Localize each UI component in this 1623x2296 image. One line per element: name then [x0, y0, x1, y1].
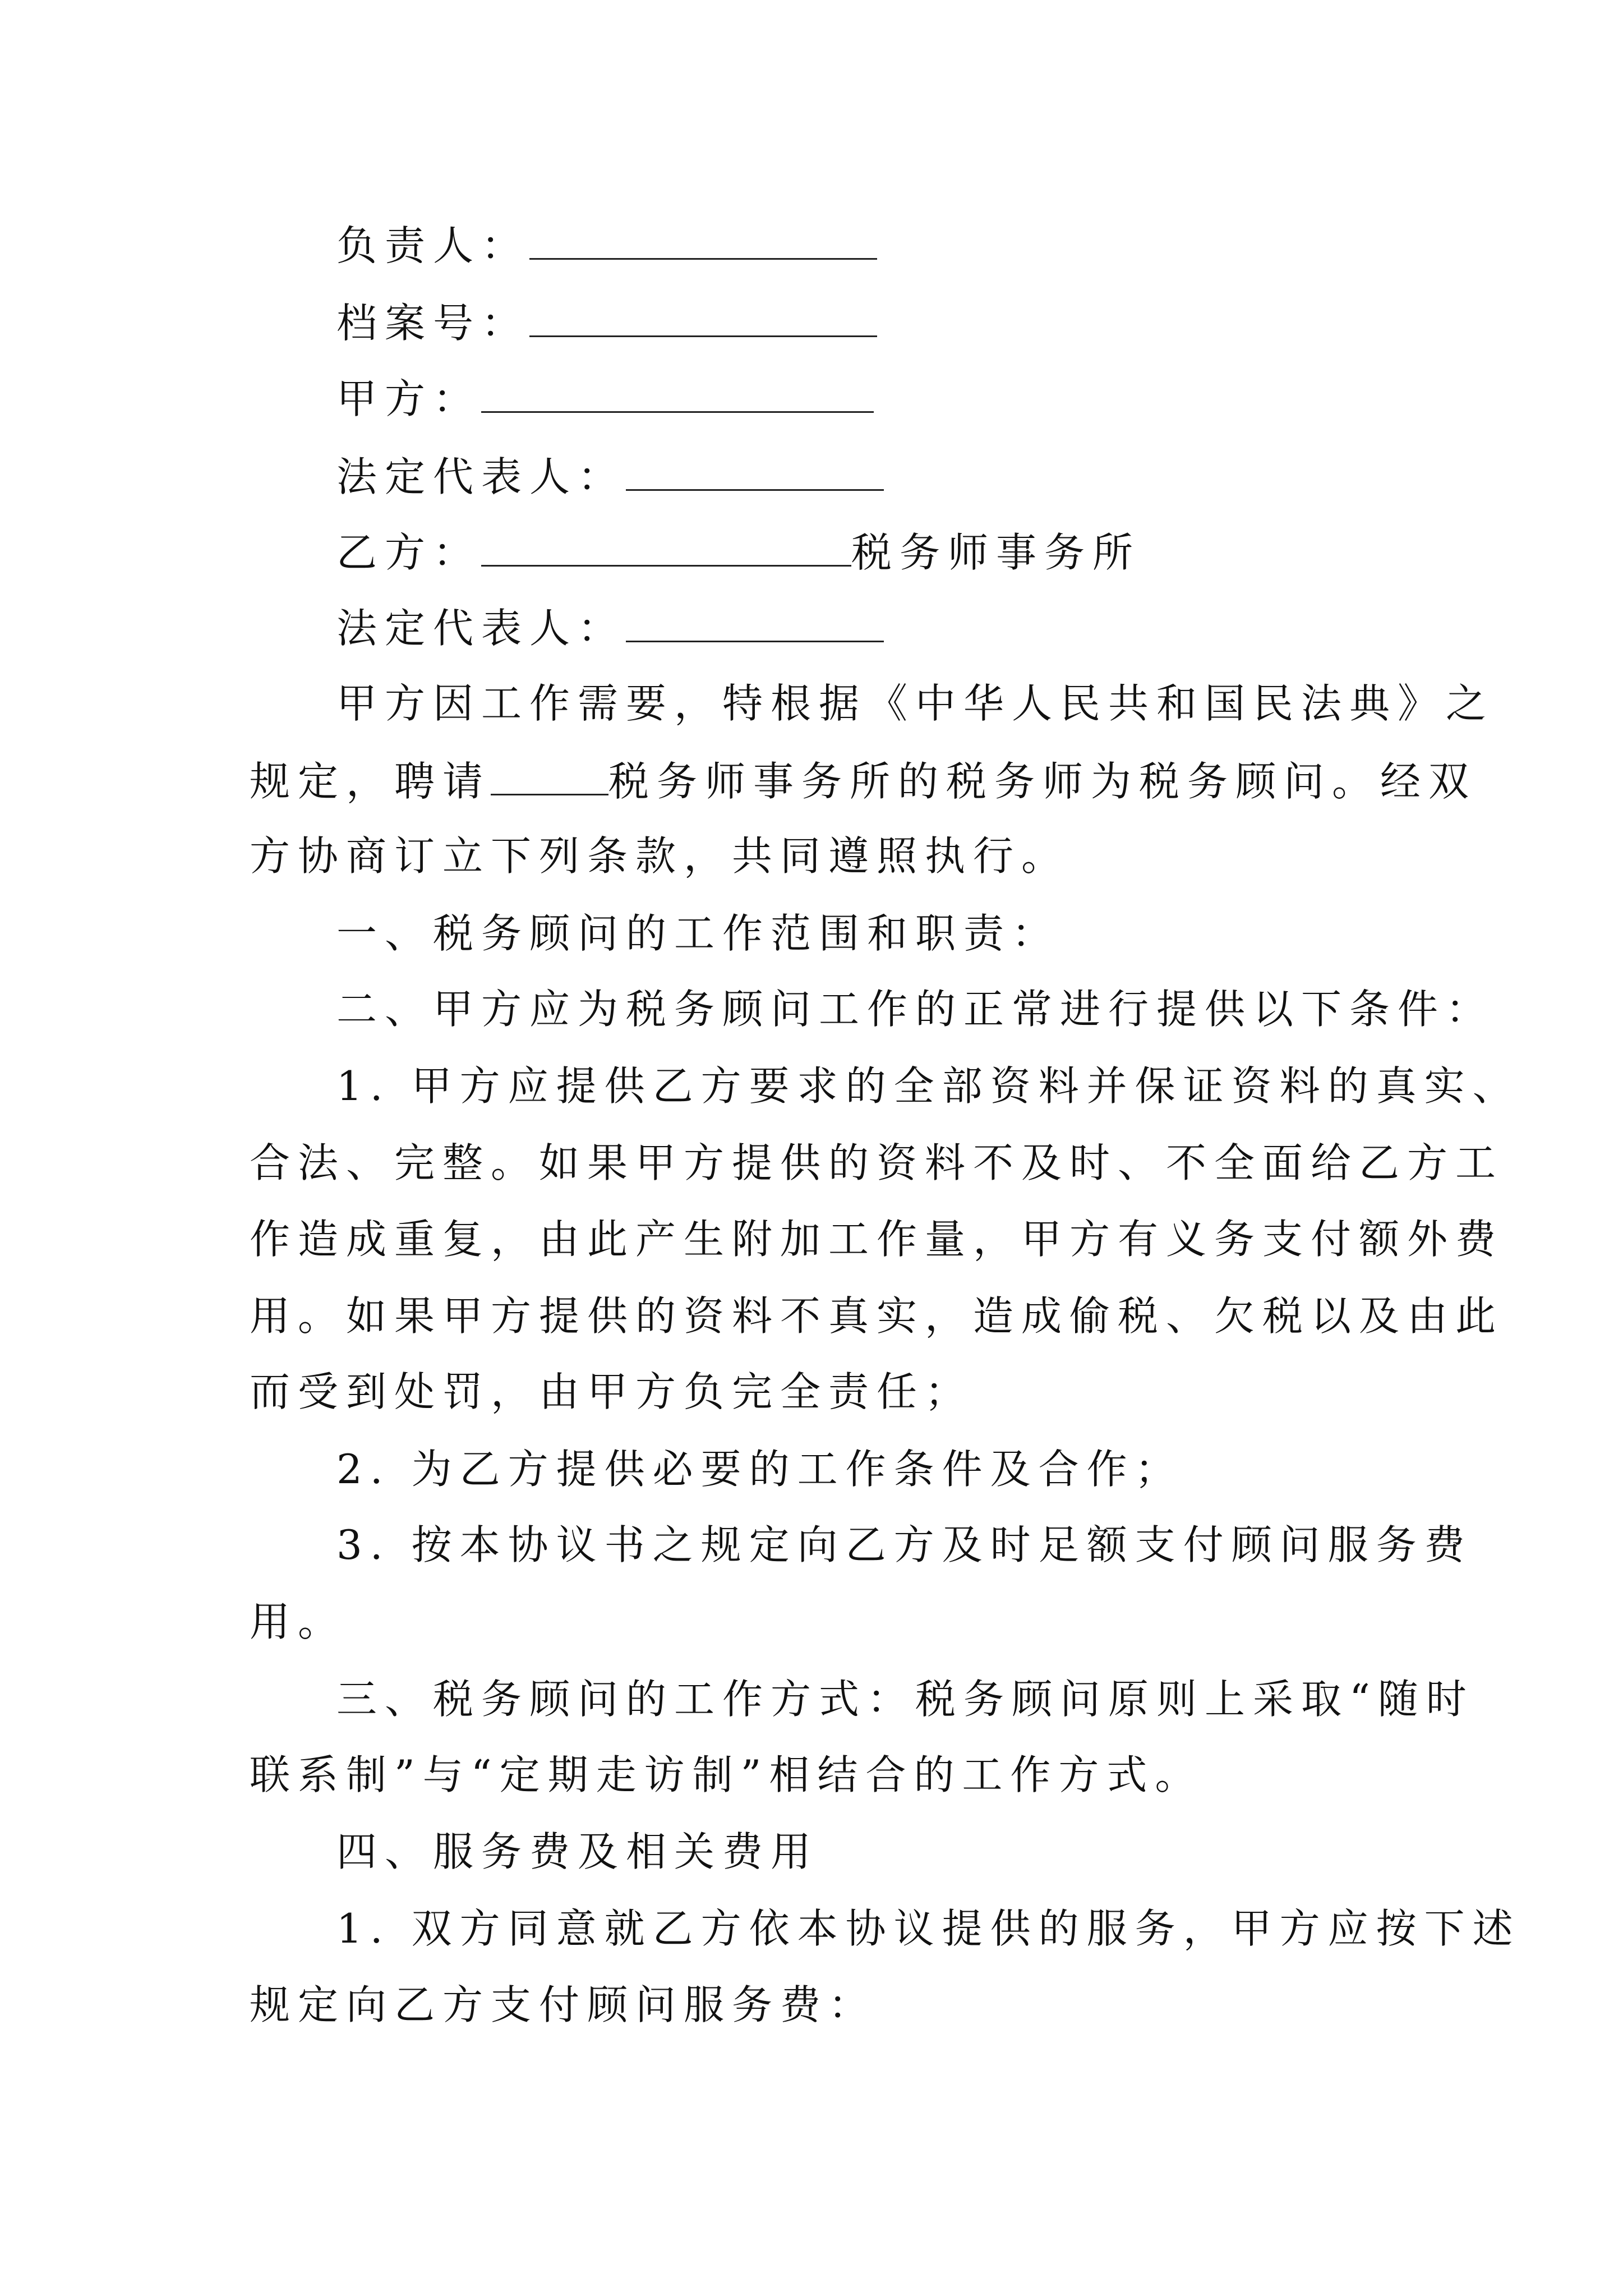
field-party-a	[336, 375, 874, 422]
field-file-number	[336, 300, 877, 347]
field-legal-rep-b	[336, 605, 884, 652]
field-label: 负责人：	[336, 222, 530, 269]
intro-line: 规定，聘请 税务师事务所的税务师为税务顾问。经双	[250, 758, 1477, 805]
field-suffix: 税务师事务所	[851, 529, 1141, 576]
section-heading: 四、服务费及相关费用	[336, 1828, 819, 1875]
fill-blank[interactable]	[481, 378, 874, 413]
paragraph-line: 1. 甲方应提供乙方要求的全部资料并保证资料的真实、	[336, 1062, 1521, 1110]
field-legal-rep-a	[336, 453, 884, 500]
paragraph-line: 用。	[250, 1598, 347, 1645]
paragraph-line: 用。如果甲方提供的资料不真实，造成偷税、欠税以及由此	[250, 1292, 1504, 1340]
paragraph-line: 1. 双方同意就乙方依本协议提供的服务，甲方应按下述	[336, 1905, 1521, 1952]
paragraph-line: 合法、完整。如果甲方提供的资料不及时、不全面给乙方工	[250, 1139, 1504, 1186]
intro-line: 甲方因工作需要，特根据《中华人民共和国民法典》之	[336, 680, 1495, 727]
fill-blank[interactable]	[626, 607, 884, 642]
fill-blank[interactable]	[491, 760, 608, 795]
field-label: 甲方：	[336, 375, 482, 422]
field-responsible-person	[336, 222, 877, 269]
field-label: 乙方：	[336, 529, 482, 576]
field-label: 档案号：	[336, 300, 530, 347]
paragraph-line: 作造成重复，由此产生附加工作量，甲方有义务支付额外费	[250, 1216, 1504, 1263]
intro-line: 方协商订立下列条款，共同遵照执行。	[250, 832, 1070, 880]
paragraph-line: 规定向乙方支付顾问服务费：	[250, 1981, 877, 2028]
section-heading: 一、税务顾问的工作范围和职责：	[336, 910, 1061, 957]
paragraph-line: 而受到处罚，由甲方负完全责任；	[250, 1368, 974, 1415]
paragraph-line: 联系制”与“定期走访制”相结合的工作方式。	[250, 1751, 1204, 1798]
field-label: 法定代表人：	[336, 605, 626, 652]
section-heading: 二、甲方应为税务顾问工作的正常进行提供以下条件：	[336, 986, 1495, 1033]
section-heading: 三、税务顾问的工作方式：税务顾问原则上采取“随时	[336, 1676, 1474, 1723]
fill-blank[interactable]	[626, 455, 884, 491]
field-label: 法定代表人：	[336, 453, 626, 500]
field-party-b	[336, 529, 1141, 576]
paragraph-line: 3. 按本协议书之规定向乙方及时足额支付顾问服务费	[336, 1521, 1473, 1568]
fill-blank[interactable]	[529, 224, 877, 260]
fill-blank[interactable]	[481, 531, 851, 567]
fill-blank[interactable]	[529, 302, 877, 337]
paragraph-line: 2. 为乙方提供必要的工作条件及合作；	[336, 1446, 1183, 1493]
